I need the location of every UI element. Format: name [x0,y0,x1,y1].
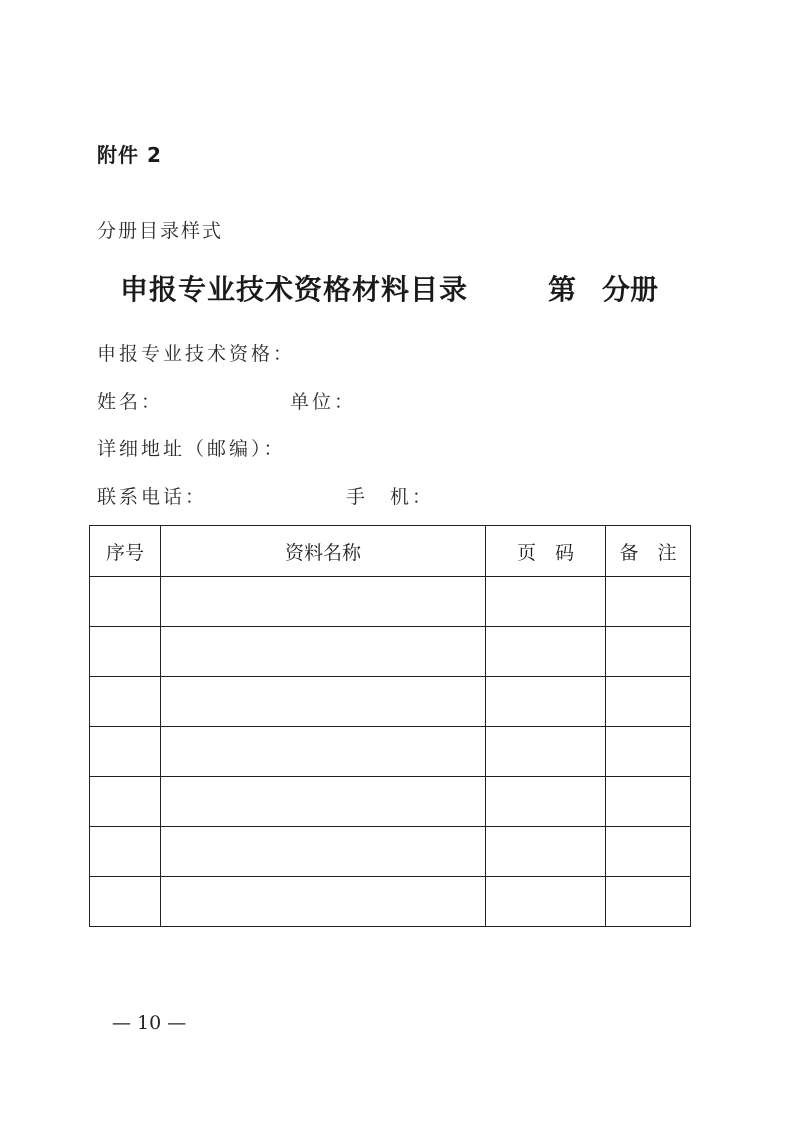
cell-remarks[interactable] [606,877,691,927]
cell-index[interactable] [90,877,161,927]
page-number: — 10 — [112,1012,187,1034]
cell-index[interactable] [90,627,161,677]
cell-material-name[interactable] [161,877,486,927]
header-index: 序号 [90,526,161,577]
cell-remarks[interactable] [606,777,691,827]
cell-page[interactable] [486,627,606,677]
cell-material-name[interactable] [161,827,486,877]
header-material-name: 资料名称 [161,526,486,577]
cell-material-name[interactable] [161,727,486,777]
cell-remarks[interactable] [606,727,691,777]
volume-prefix: 第 [548,273,577,306]
cell-material-name[interactable] [161,577,486,627]
header-page: 页 码 [486,526,606,577]
table-row [90,727,691,777]
unit-field-label: 单位： [290,391,357,413]
cell-index[interactable] [90,777,161,827]
header-remarks: 备 注 [606,526,691,577]
cell-index[interactable] [90,827,161,877]
materials-table [89,525,691,927]
cell-material-name[interactable] [161,777,486,827]
cell-index[interactable] [90,727,161,777]
mobile-field-label: 手 机： [346,486,435,508]
cell-remarks[interactable] [606,827,691,877]
cell-index[interactable] [90,577,161,627]
volume-label [548,268,658,308]
phone-field-label: 联系电话： [97,486,208,508]
cell-remarks[interactable] [606,627,691,677]
cell-page[interactable] [486,677,606,727]
cell-page[interactable] [486,827,606,877]
cell-material-name[interactable] [161,677,486,727]
cell-remarks[interactable] [606,577,691,627]
cell-page[interactable] [486,577,606,627]
sample-label: 分册目录样式 [97,220,224,242]
table-row [90,877,691,927]
qualification-field-label: 申报专业技术资格： [97,343,296,365]
table-row [90,677,691,727]
cell-page[interactable] [486,777,606,827]
table-row [90,577,691,627]
cell-page[interactable] [486,727,606,777]
cell-page[interactable] [486,877,606,927]
address-field-label: 详细地址（邮编）： [97,438,286,460]
cell-index[interactable] [90,677,161,727]
cell-material-name[interactable] [161,627,486,677]
attachment-label: 附件 2 [97,143,162,167]
volume-suffix: 分册 [602,273,659,306]
table-row [90,827,691,877]
document-title: 申报专业技术资格材料目录 [120,273,469,306]
cell-remarks[interactable] [606,677,691,727]
name-field-label: 姓名： [97,391,164,413]
table-header-row [90,526,691,577]
table-row [90,627,691,677]
table-row [90,777,691,827]
